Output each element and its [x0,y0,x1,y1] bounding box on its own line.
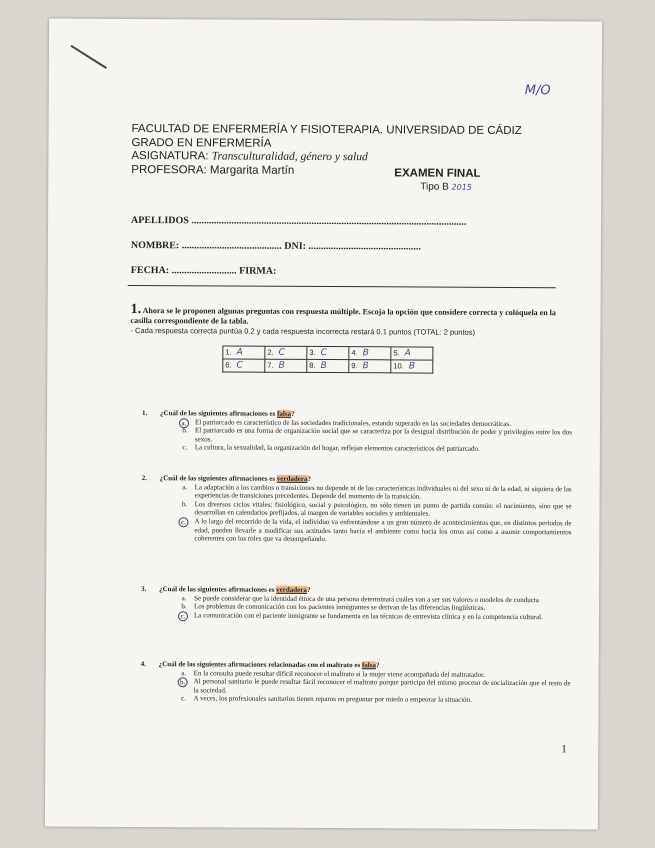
option-letter: c. [181,694,187,703]
answer-row [223,346,433,360]
question [142,409,572,454]
answer-number: 6. [225,360,232,370]
corner-note: M/O [524,83,551,99]
option-text: La adaptación a los cambios o transiciones no depende ni de las características individuales ni del sexo ni de la edad, ni siquiera de las experiencias de transiciones precedentes. Depende del momento de la transición. [194,482,572,501]
teacher-label: PROFESORA: [131,163,207,176]
question-number: 1. [142,409,148,418]
degree-line: GRADO EN ENFERMERÍA [131,136,272,150]
teacher-name: Margarita Martín [209,163,295,177]
option-letter: b. [178,677,188,687]
answer-number: 2. [267,347,274,357]
faculty-line: FACULTAD DE ENFERMERÍA Y FISIOTERAPIA. UNIVERSIDAD DE CÁDIZ [131,122,522,138]
option-letter: b. [181,500,188,509]
handwritten-answer: C [320,347,327,359]
handwritten-answer: B [362,348,369,359]
option-text: Al personal sanitario le puede resultar fácil reconocer el maltrato porque participa del mismo proceso de socialización que el resto de la sociedad. [193,677,571,695]
option-text: El patriarcado es una forma de organización social que se caracteriza por la desigual distribución de poder y privilegios entre los dos sexos. [194,426,572,444]
exam-sheet [45,19,602,830]
option-letter: a. [179,418,189,428]
answer-option [142,426,572,445]
answer-cell [391,360,433,373]
option-text: Los diversos ciclos vitales: fisiológico, social y psicológico, no sólo tienen un punto de partida común: el nacimiento, sino que se desarrollan en calendarios prefijados, al margen de variables sociales y ambientales. [194,500,572,518]
option-text: La cultura, la sexualidad, la organización del hogar, reflejan elementos característicos del patriarcado. [194,443,480,454]
handwritten-answer: A [404,348,411,359]
option-letter: b. [182,426,188,435]
question [141,585,571,622]
question-number: 4. [140,660,147,669]
exam-title: EXAMEN FINAL [394,167,481,180]
section-number: 1. [130,301,142,318]
question-mark: ? [291,409,295,418]
answer-cell [307,359,349,372]
question-number: 2. [141,474,147,483]
subject-name: Transculturalidad, género y salud [211,150,368,164]
answer-option [142,500,572,519]
answer-cell [349,347,391,360]
answer-number: 10. [393,361,404,371]
question-keyword: falsa [277,409,292,418]
subject-label: ASIGNATURA: [131,149,209,163]
question-keyword: falsa [361,661,377,670]
answer-table [222,345,433,373]
section-title [130,301,561,328]
handwritten-answer: C [236,360,243,371]
apellidos-field: APELLIDOS .............................................................................................................. [131,214,467,228]
question-text: ¿Cuál de las siguientes afirmaciones es [159,585,277,594]
option-letter: c. [182,443,188,452]
answer-number: 9. [351,361,358,371]
question-number: 3. [141,585,147,594]
answer-cell [223,359,265,372]
answer-option [141,694,571,705]
question-text: ¿Cuál de las siguientes afirmaciones relacionadas con el maltrato es [158,660,363,670]
question [141,474,571,545]
option-text: En la consulta puede resultar difícil reconocer el maltrato si la mujer viene acompañada del maltratador. [193,668,485,679]
option-text: Se puede considerar que la identidad étnica de una persona determinará cuáles van a ser sus valores o modelos de conducta [194,593,539,604]
separator-rule [128,285,556,288]
answer-cell [307,346,349,359]
option-letter: a. [181,668,187,677]
answer-number: 1. [225,347,232,357]
question-keyword: verdadera [276,585,307,594]
handwritten-answer: C [278,347,285,358]
question-text: ¿Cuál de las siguientes afirmaciones es [160,409,278,418]
question [141,660,571,705]
option-letter: b. [181,602,187,611]
fecha-firma-line [131,265,277,277]
handwritten-answer: B [408,361,415,372]
question-keyword: verdadera [276,474,308,483]
answer-option [142,443,572,454]
nombre-dni-line [131,240,421,253]
option-text: La comunicación con el paciente inmigrante se fundamenta en las técnicas de entrevista clínica y en la competencia cultural. [193,611,543,621]
answer-cell [391,347,433,360]
question-mark: ? [307,474,312,483]
question-text: ¿Cuál de las siguientes afirmaciones es [159,474,277,483]
answer-option [141,517,571,545]
handwritten-answer: B [320,360,327,372]
exam-year: 2015 [451,182,472,192]
option-text: Los problemas de comunicación con los pacientes inmigrantes se derivan de las diferencias lingüísticas. [194,602,486,613]
answer-number: 3. [309,347,316,357]
section-instructions: Ahora se le proponen algunas preguntas con respuesta múltiple. Escoja la opción que considere correcta y colóquela en la casilla correspondiente de la tabla. [130,306,556,326]
firma-field: FIRMA: [239,265,277,277]
fecha-field: FECHA: .......................... [130,264,237,277]
answer-number: 8. [309,360,316,370]
pen-mark [70,45,107,69]
option-text: A lo largo del recorrido de la vida, el individuo va enfrentándose a un gran número de acontecimientos que, en distintos periodos de edad, pueden llevarle a modificar sus actitudes tanto hacia el ambiente como hacia los otros así como a asumir comportamientos coherentes con los roles que va desempeñando. [194,517,572,544]
answer-number: 7. [267,360,274,370]
question-mark: ? [306,585,311,594]
answer-cell [223,346,265,359]
exam-type-label: Tipo B [420,181,449,193]
answer-option [141,611,571,622]
answer-option [141,677,571,696]
option-letter: c. [178,517,188,527]
section-note: - Cada respuesta correcta puntúa 0.2 y cada respuesta incorrecta restará 0.1 puntos (TOTAL: 2 puntos) [130,325,476,337]
answer-cell [349,360,391,373]
handwritten-answer: B [278,360,285,371]
answer-number: 5. [393,348,400,358]
option-text: El patriarcado es característico de las sociedades tradicionales, estando superado en las sociedades democráticas. [194,417,511,428]
answer-cell [265,359,307,372]
handwritten-answer: B [362,361,369,372]
dni-field: DNI: ............................................. [284,240,421,253]
option-letter: c. [178,611,188,621]
question-mark: ? [375,661,380,670]
option-text: A veces, los profesionales sanitarios tienen reparos en preguntar por miedo a empeorar la situación. [193,694,472,705]
nombre-field: NOMBRE: ........................................ [130,239,282,252]
handwritten-answer: A [236,347,243,358]
option-letter: a. [182,482,188,491]
answer-option [142,483,572,502]
answer-row [223,359,433,373]
option-letter: a. [181,593,187,602]
exam-type [420,182,472,193]
answer-cell [265,346,307,359]
answer-number: 4. [351,348,358,358]
page-number: 1 [561,743,567,756]
